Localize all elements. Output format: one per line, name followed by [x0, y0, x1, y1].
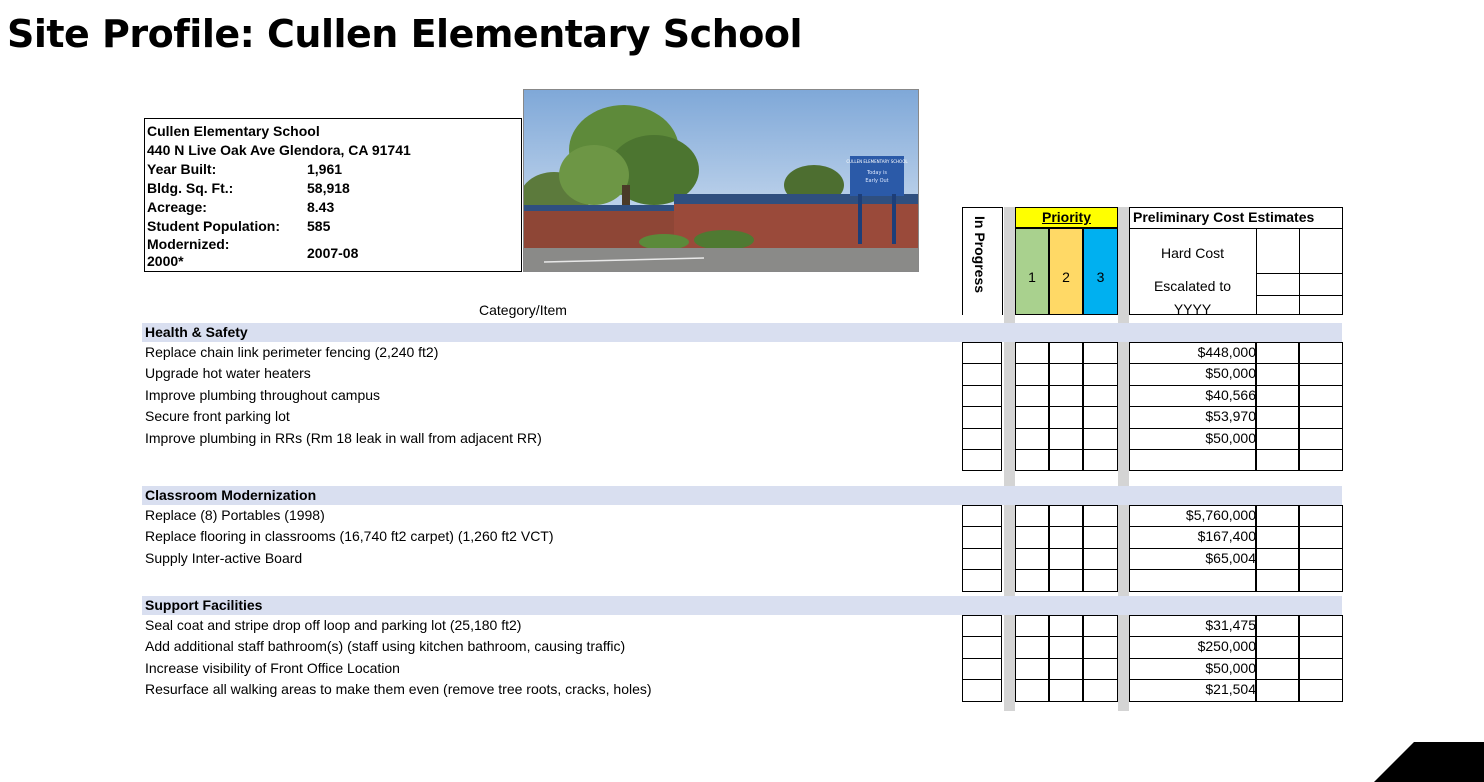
priority-cell	[1015, 569, 1049, 591]
cost-cell	[1256, 636, 1299, 658]
priority-cell	[1015, 548, 1049, 570]
in-progress-cell	[962, 569, 1002, 591]
item-label: Replace (8) Portables (1998)	[145, 507, 325, 523]
priority-cell	[1015, 428, 1049, 450]
item-cost: $31,475	[1205, 617, 1256, 633]
section-title: Health & Safety	[145, 324, 248, 340]
priority-cell	[1015, 385, 1049, 407]
separator-1	[1004, 207, 1015, 711]
priority-cell	[1015, 505, 1049, 527]
cost-cell	[1299, 569, 1343, 591]
cost-cell	[1299, 363, 1343, 385]
priority-cell	[1083, 526, 1118, 548]
priority-cell	[1015, 636, 1049, 658]
priority-1-header	[1015, 228, 1049, 315]
sqft-label: Bldg. Sq. Ft.:	[147, 180, 234, 196]
year-built-label: Year Built:	[147, 161, 217, 177]
priority-cell	[1083, 658, 1118, 680]
priority-header	[1015, 207, 1118, 228]
cost-cell	[1256, 385, 1299, 407]
priority-1-label: 1	[1028, 269, 1036, 285]
section-band	[142, 596, 1342, 615]
modernized-label-year: 2000*	[147, 253, 184, 269]
item-cost: $448,000	[1197, 344, 1256, 360]
cost-cell	[1299, 526, 1343, 548]
population-label: Student Population:	[147, 218, 280, 234]
priority-cell	[1015, 449, 1049, 471]
page-title: Site Profile: Cullen Elementary School	[7, 12, 802, 56]
cost-cell	[1299, 636, 1343, 658]
item-label: Supply Inter-active Board	[145, 549, 303, 566]
item-cost: $65,004	[1205, 549, 1256, 566]
item-label: Seal coat and stripe drop off loop and parking lot (25,180 ft2)	[145, 617, 522, 633]
item-cost: $167,400	[1197, 528, 1256, 545]
cost-cell	[1299, 679, 1343, 701]
priority-cell	[1049, 342, 1083, 364]
cost-cell	[1299, 449, 1343, 471]
cost-row-div-1	[1256, 273, 1343, 274]
acreage-label: Acreage:	[147, 199, 207, 215]
in-progress-header	[963, 216, 1003, 306]
priority-cell	[1083, 406, 1118, 428]
priority-cell	[1083, 679, 1118, 701]
in-progress-cell	[962, 449, 1002, 471]
cost-cell	[1256, 428, 1299, 450]
in-progress-cell	[962, 363, 1002, 385]
priority-cell	[1015, 615, 1049, 637]
in-progress-cell	[962, 505, 1002, 527]
cost-cell	[1129, 569, 1256, 591]
priority-cell	[1049, 363, 1083, 385]
priority-cell	[1049, 615, 1083, 637]
priority-cell	[1049, 505, 1083, 527]
in-progress-cell	[962, 428, 1002, 450]
item-label: Resurface all walking areas to make them even (remove tree roots, cracks, holes)	[145, 681, 652, 698]
section-title: Support Facilities	[145, 597, 263, 613]
school-info-box	[144, 118, 522, 272]
cost-cell	[1256, 363, 1299, 385]
cost-cell	[1299, 658, 1343, 680]
cost-cell	[1299, 615, 1343, 637]
school-address: 440 N Live Oak Ave Glendora, CA 91741	[147, 142, 411, 158]
item-label: Secure front parking lot	[145, 408, 290, 425]
priority-cell	[1015, 679, 1049, 701]
priority-cell	[1049, 428, 1083, 450]
cost-cell	[1256, 342, 1299, 364]
item-label: Replace chain link perimeter fencing (2,240 ft2)	[145, 344, 439, 360]
priority-cell	[1015, 526, 1049, 548]
priority-cell	[1083, 615, 1118, 637]
cost-cell	[1299, 342, 1343, 364]
cost-cell	[1256, 449, 1299, 471]
cost-cell	[1256, 406, 1299, 428]
in-progress-cell	[962, 526, 1002, 548]
cost-cell	[1299, 428, 1343, 450]
in-progress-header-text: In Progress	[972, 216, 988, 294]
sign-text-2: Today is	[866, 170, 888, 176]
section-band	[142, 323, 1342, 342]
section-band	[142, 486, 1342, 505]
cost-cell	[1299, 385, 1343, 407]
priority-cell	[1049, 406, 1083, 428]
priority-cell	[1015, 658, 1049, 680]
school-name: Cullen Elementary School	[147, 123, 320, 139]
year-built-value: 1,961	[307, 161, 343, 177]
item-label: Replace flooring in classrooms (16,740 ft2 carpet) (1,260 ft2 VCT)	[145, 528, 554, 545]
priority-3-label: 3	[1096, 269, 1105, 285]
priority-3-header	[1083, 228, 1118, 315]
cost-cell	[1256, 615, 1299, 637]
cost-cell	[1299, 505, 1343, 527]
cost-col-div-1	[1256, 228, 1257, 315]
cost-cell	[1256, 548, 1299, 570]
priority-cell	[1049, 526, 1083, 548]
in-progress-cell	[962, 548, 1002, 570]
priority-cell	[1083, 363, 1118, 385]
priority-cell	[1083, 505, 1118, 527]
modernized-value: 2007-08	[307, 245, 359, 261]
in-progress-cell	[962, 406, 1002, 428]
item-label: Improve plumbing in RRs (Rm 18 leak in wall from adjacent RR)	[145, 429, 542, 446]
cost-cell	[1256, 679, 1299, 701]
cost-col-div-2	[1299, 228, 1300, 315]
priority-cell	[1049, 449, 1083, 471]
priority-cell	[1049, 636, 1083, 658]
priority-cell	[1049, 658, 1083, 680]
in-progress-cell	[962, 636, 1002, 658]
item-label: Improve plumbing throughout campus	[145, 386, 381, 403]
item-cost: $53,970	[1205, 408, 1256, 425]
corner-decoration	[1374, 742, 1484, 782]
item-cost: $50,000	[1205, 429, 1256, 446]
sign-text-1: CULLEN ELEMENTARY SCHOOL	[846, 159, 908, 164]
cost-cell	[1129, 449, 1256, 471]
population-value: 585	[307, 218, 331, 234]
item-cost: $40,566	[1205, 386, 1256, 403]
cost-cell	[1256, 658, 1299, 680]
sign-text-3: Early Out	[865, 178, 889, 184]
in-progress-cell	[962, 385, 1002, 407]
priority-cell	[1083, 569, 1118, 591]
modernized-label: Modernized:	[147, 236, 230, 252]
priority-cell	[1015, 342, 1049, 364]
in-progress-border-top	[962, 207, 1003, 208]
item-label: Upgrade hot water heaters	[145, 365, 311, 382]
cost-header-divider	[1129, 228, 1343, 229]
cost-cell	[1256, 505, 1299, 527]
priority-cell	[1049, 679, 1083, 701]
sqft-value: 58,918	[307, 180, 350, 196]
in-progress-cell	[962, 615, 1002, 637]
item-cost: $5,760,000	[1185, 507, 1256, 523]
escalated-label: Escalated to	[1153, 278, 1232, 294]
priority-cell	[1083, 636, 1118, 658]
item-cost: $50,000	[1205, 365, 1256, 382]
cost-row-div-2	[1256, 295, 1343, 296]
in-progress-cell	[962, 679, 1002, 701]
priority-2-label: 2	[1062, 269, 1070, 285]
in-progress-cell	[962, 658, 1002, 680]
priority-2-header	[1049, 228, 1083, 315]
priority-cell	[1015, 406, 1049, 428]
cost-title: Preliminary Cost Estimates	[1133, 209, 1315, 225]
priority-cell	[1083, 385, 1118, 407]
cost-cell	[1256, 569, 1299, 591]
item-cost: $21,504	[1205, 681, 1256, 698]
cost-cell	[1256, 526, 1299, 548]
item-label: Increase visibility of Front Office Location	[145, 659, 400, 676]
priority-cell	[1083, 428, 1118, 450]
item-label: Add additional staff bathroom(s) (staff using kitchen bathroom, causing traffic)	[145, 638, 626, 655]
yyyy-label: YYYY	[1173, 301, 1212, 317]
priority-cell	[1049, 569, 1083, 591]
cost-cell	[1299, 406, 1343, 428]
priority-cell	[1083, 548, 1118, 570]
school-photo-illustration	[524, 90, 919, 272]
acreage-value: 8.43	[307, 199, 335, 215]
separator-2	[1118, 207, 1129, 711]
hard-cost-label: Hard Cost	[1160, 245, 1225, 261]
priority-cell	[1049, 385, 1083, 407]
item-cost: $50,000	[1205, 659, 1256, 676]
priority-cell	[1049, 548, 1083, 570]
priority-cell	[1015, 363, 1049, 385]
section-title: Classroom Modernization	[145, 487, 317, 503]
item-cost: $250,000	[1197, 638, 1256, 655]
school-photo	[523, 89, 919, 272]
priority-cell	[1083, 449, 1118, 471]
priority-header-text: Priority	[1041, 209, 1091, 225]
priority-cell	[1083, 342, 1118, 364]
in-progress-cell	[962, 342, 1002, 364]
category-item-header: Category/Item	[479, 302, 567, 318]
cost-cell	[1299, 548, 1343, 570]
